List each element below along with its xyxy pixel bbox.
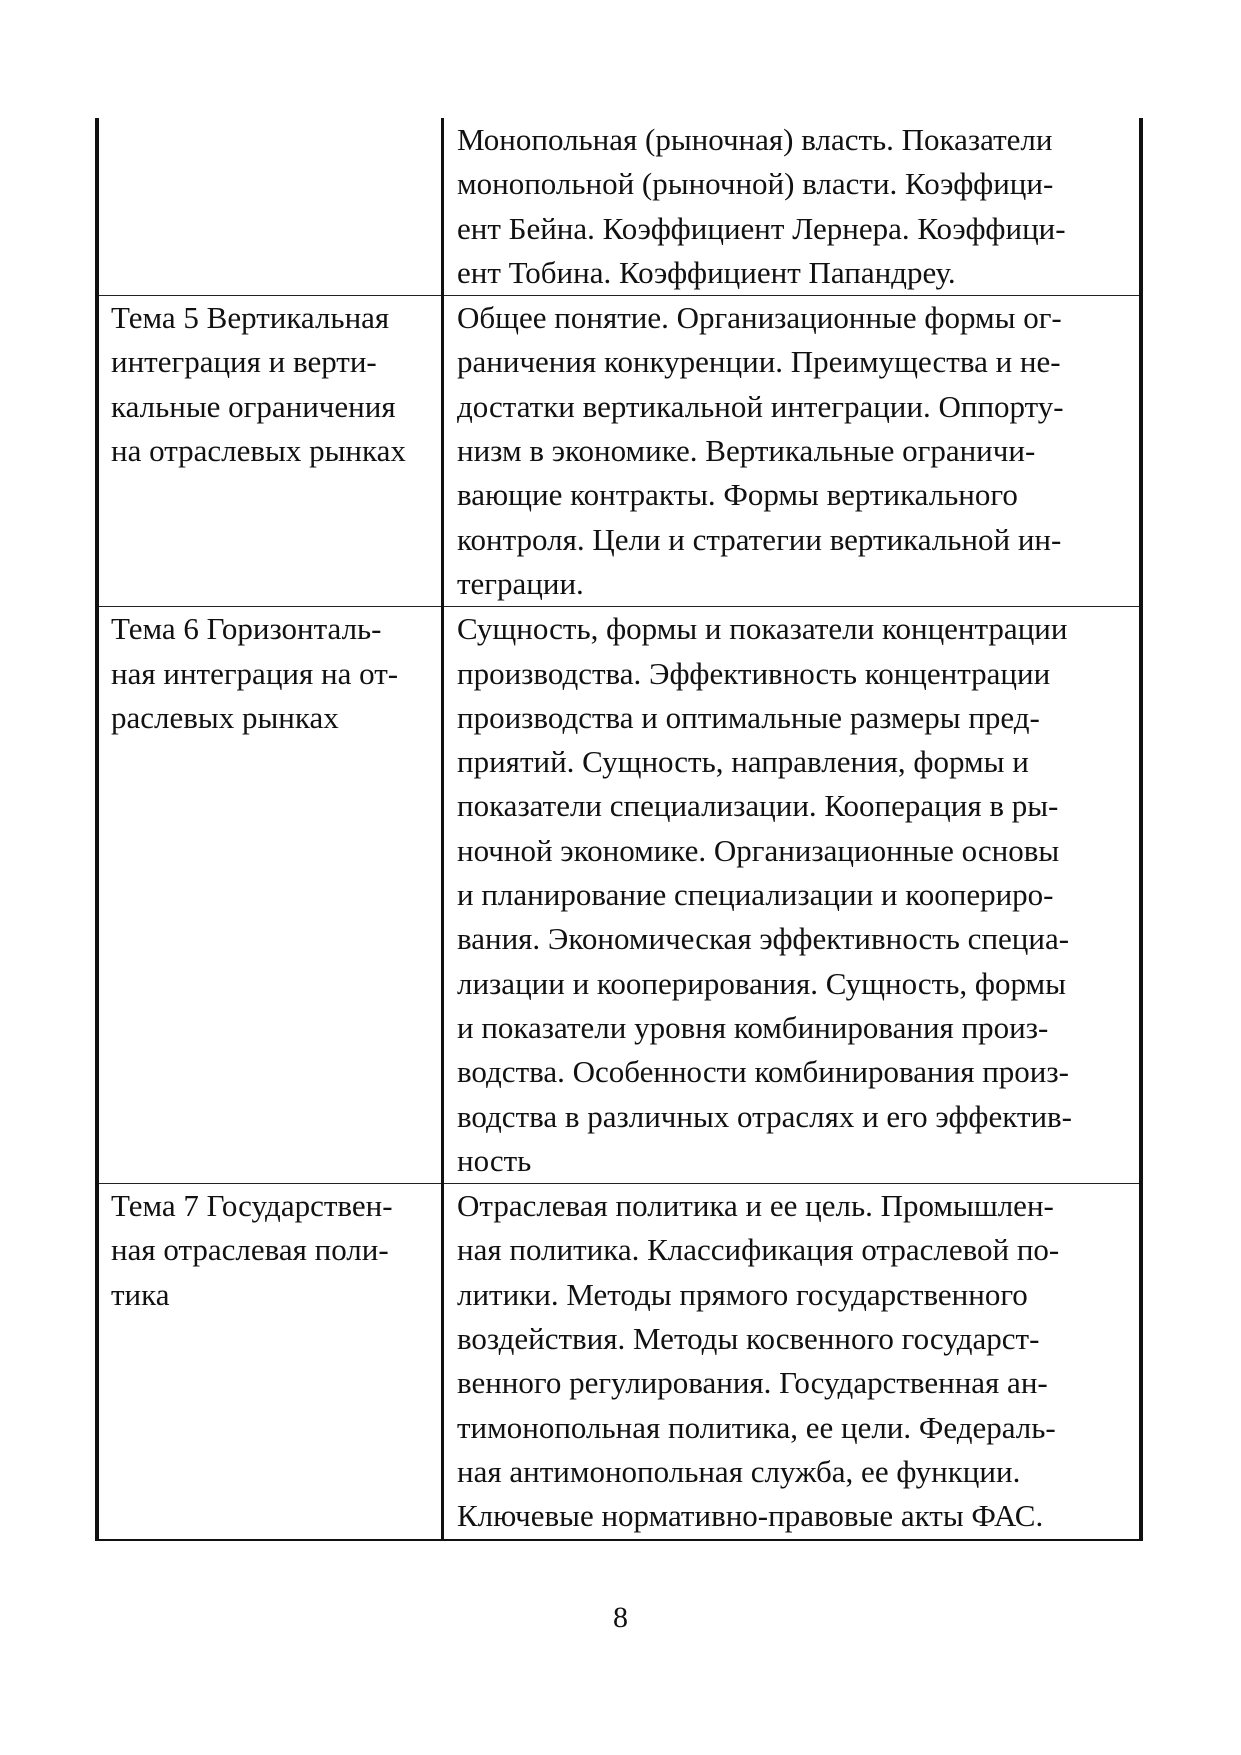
content-line: Монопольная (рыночная) власть. Показатели [457, 122, 1053, 157]
content-line: показатели специализации. Кооперация в ры- [457, 788, 1059, 824]
content-line: водства в различных отраслях и его эффектив- [457, 1098, 1072, 1134]
content-line: лизации и кооперирования. Сущность, формы [457, 965, 1066, 1001]
topic-cell [97, 607, 443, 1184]
content-line: ная антимонопольная служба, ее функции. [457, 1453, 1021, 1489]
content-line: производства. Эффективность концентрации [457, 655, 1051, 691]
topic-line: Тема 7 Государствен- [111, 1188, 393, 1224]
content-line: контроля. Цели и стратегии вертикальной ин- [457, 521, 1062, 557]
content-line: монопольной (рыночной) власти. Коэффици- [457, 166, 1054, 202]
content-line: и планирование специализации и коопериро- [457, 877, 1054, 913]
content-line: Сущность, формы и показатели концентрации [457, 611, 1068, 647]
table-row [97, 607, 1141, 1184]
content-line: вающие контракты. Формы вертикального [457, 477, 1018, 513]
topic-line: интеграция и верти- [111, 344, 377, 380]
content-line: вания. Экономическая эффективность специа- [457, 921, 1070, 957]
content-cell [443, 1184, 1142, 1540]
page-number: 8 [613, 1601, 628, 1634]
content-line: ночной экономике. Организационные основы [457, 832, 1060, 868]
topic-line: ная интеграция на от- [111, 655, 399, 691]
topic-line: Тема 5 Вертикальная [111, 300, 390, 336]
content-cell [443, 296, 1142, 607]
topic-line: тика [111, 1276, 170, 1312]
content-line: венного регулирования. Государственная ан- [457, 1365, 1048, 1401]
content-line: ность [457, 1142, 532, 1178]
content-line: раничения конкуренции. Преимущества и не- [457, 344, 1061, 380]
content-line: приятий. Сущность, направления, формы и [457, 744, 1029, 780]
content-line: низм в экономике. Вертикальные ограничи- [457, 433, 1036, 469]
content-line: Отраслевая политика и ее цель. Промышлен- [457, 1188, 1054, 1224]
content-cell [443, 607, 1142, 1184]
content-line: ент Бейна. Коэффициент Лернера. Коэффици- [457, 210, 1066, 246]
table-row [97, 1184, 1141, 1540]
content-line: Ключевые нормативно-правовые акты ФАС. [457, 1498, 1044, 1534]
table-row [97, 296, 1141, 607]
topic-line: ная отраслевая поли- [111, 1232, 389, 1268]
table-row [97, 118, 1141, 296]
content-line: теграции. [457, 565, 584, 601]
content-line: и показатели уровня комбинирования произ- [457, 1009, 1049, 1045]
content-line: водства. Особенности комбинирования произ- [457, 1054, 1069, 1090]
content-line: воздействия. Методы косвенного государст- [457, 1321, 1040, 1357]
topic-line: раслевых рынках [111, 699, 339, 735]
topic-line: кальные ограничения [111, 388, 396, 424]
topics-table [95, 118, 1143, 1541]
content-line: ная политика. Классификация отраслевой по- [457, 1232, 1060, 1268]
content-line: ент Тобина. Коэффициент Папандреу. [457, 254, 956, 290]
content-line: Общее понятие. Организационные формы ог- [457, 300, 1062, 336]
content-line: производства и оптимальные размеры пред- [457, 699, 1040, 735]
topic-line: Тема 6 Горизонталь- [111, 611, 382, 647]
content-line: литики. Методы прямого государственного [457, 1276, 1028, 1312]
topic-cell [97, 1184, 443, 1540]
content-line: тимонопольная политика, ее цели. Федераль- [457, 1409, 1056, 1445]
topic-cell [97, 118, 443, 296]
topics-table-body [97, 118, 1141, 1540]
topic-line: на отраслевых рынках [111, 433, 406, 469]
topic-cell [97, 296, 443, 607]
content-cell [443, 118, 1142, 296]
content-line: достатки вертикальной интеграции. Оппорту- [457, 388, 1064, 424]
